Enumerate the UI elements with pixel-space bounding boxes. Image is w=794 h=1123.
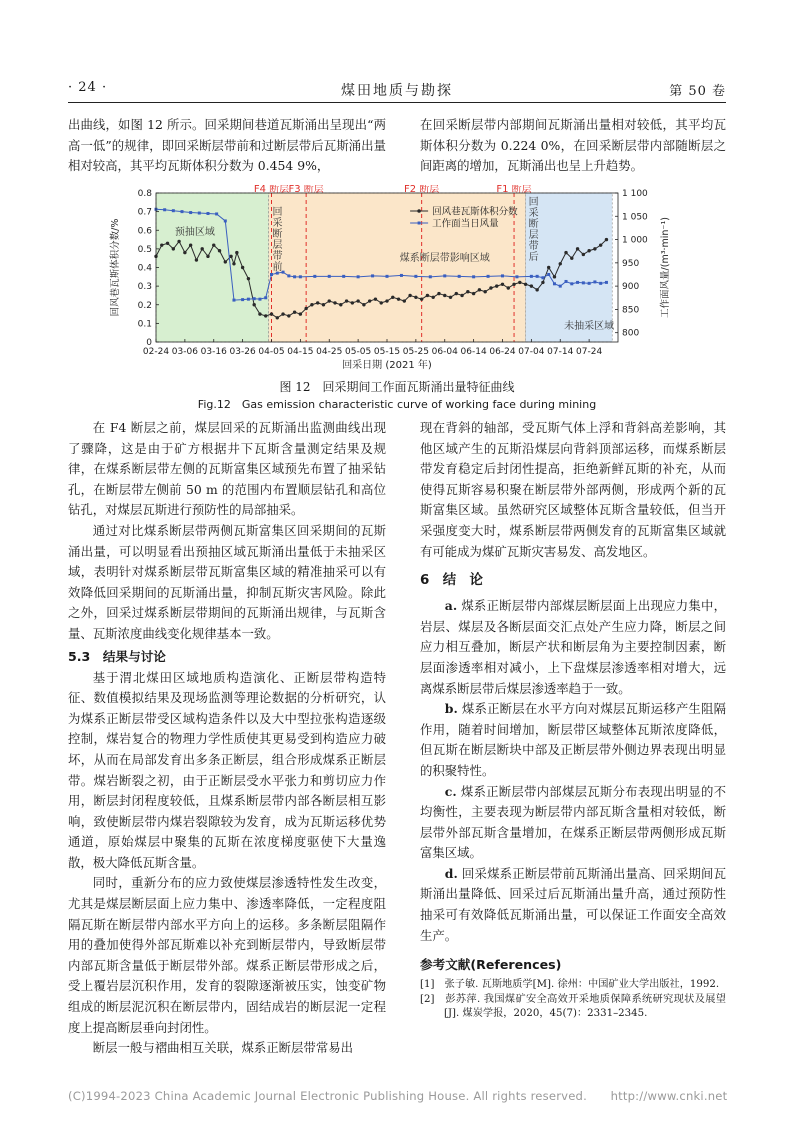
region-label-char: 回 (272, 207, 283, 218)
x-tick-label: 06-14 (460, 347, 487, 357)
data-point (264, 314, 267, 317)
data-point (472, 292, 475, 295)
region-label-char: 层 (272, 240, 283, 251)
x-axis-label: 回采日期 (2021 年) (342, 360, 432, 371)
data-point (553, 282, 556, 285)
fault-label: F4 断层 (253, 185, 290, 195)
data-point (536, 275, 539, 278)
top-right-column (420, 115, 726, 177)
y-tick-label: 0.4 (137, 263, 152, 274)
conclusion-mark: d. (444, 865, 458, 881)
conclusion-text: 煤系正断层带内部煤层断层面上出现应力集中，岩层、煤层及各断层面交汇点处产生应力降，断层之间应力相互叠加，断层产状和断层角为主要控制因素，断层面渗透率相对减小，上下盘煤层渗透率相对增大，远离煤系断层带后煤层渗透率趋于一致。 (420, 598, 726, 696)
y-axis-label: 回风巷瓦斯体积分数/% (110, 218, 121, 317)
fault-label: F3 断层 (288, 185, 324, 195)
data-point (512, 283, 515, 286)
data-point (276, 316, 279, 319)
data-point (599, 243, 602, 246)
data-point (189, 211, 192, 214)
data-point (414, 275, 417, 278)
data-point (385, 299, 388, 302)
y-tick-label: 0 (146, 338, 152, 348)
data-point (414, 296, 417, 299)
data-point (547, 266, 550, 269)
region-label: 煤系断层带影响区域 (399, 253, 490, 264)
conclusion-b (420, 699, 726, 781)
data-point (368, 299, 371, 302)
data-point (374, 297, 377, 300)
data-point (299, 312, 302, 315)
region-label-char: 前 (272, 262, 283, 273)
y-tick-label: 0.7 (137, 207, 152, 218)
data-point (247, 277, 250, 280)
conclusion-mark: c. (444, 783, 457, 799)
data-point (281, 312, 284, 315)
data-point (160, 243, 163, 246)
data-point (258, 312, 261, 315)
conclusion-mark: a. (444, 598, 458, 614)
data-point (460, 294, 463, 297)
data-point (362, 303, 365, 306)
data-point (380, 301, 383, 304)
conclusion-a (420, 596, 726, 699)
data-point (264, 296, 267, 299)
data-point (206, 212, 209, 215)
left-column (68, 418, 386, 1059)
data-point (333, 301, 336, 304)
y2-tick-label: 800 (622, 328, 640, 339)
data-point (371, 274, 374, 277)
data-point (432, 296, 435, 299)
x-tick-label: 05-15 (373, 347, 401, 357)
y-tick-label: 0.3 (137, 282, 152, 293)
data-point (241, 266, 244, 269)
data-point (593, 280, 596, 283)
data-point (270, 273, 273, 276)
y-tick-label: 0.1 (137, 319, 152, 330)
x-tick-label: 03-26 (229, 347, 256, 357)
data-point (391, 296, 394, 299)
data-point (547, 273, 550, 276)
data-point (587, 249, 590, 252)
data-point (483, 290, 486, 293)
data-point (487, 275, 490, 278)
data-point (570, 256, 573, 259)
data-point (342, 275, 345, 278)
data-point (328, 275, 331, 278)
data-point (212, 243, 215, 246)
x-tick-label: 07-24 (576, 347, 603, 357)
data-point (351, 301, 354, 304)
data-point (495, 284, 498, 287)
data-point (172, 247, 175, 250)
data-point (472, 275, 475, 278)
legend-entry: 回风巷瓦斯体积分数 (432, 206, 518, 218)
data-point (593, 247, 596, 250)
region-label-char: 断 (528, 219, 539, 230)
region-label: 未抽采区域 (564, 321, 615, 332)
data-point (449, 296, 452, 299)
data-point (345, 299, 348, 302)
data-point (198, 212, 201, 215)
data-point (420, 297, 423, 300)
y2-tick-label: 950 (622, 258, 640, 269)
data-point (328, 299, 331, 302)
data-point (605, 238, 608, 241)
x-tick-label: 07-14 (547, 347, 574, 357)
reference-item: [1] 张子敏. 瓦斯地质学[M]. 徐州：中国矿业大学出版社，1992. (420, 979, 720, 991)
y2-tick-label: 900 (622, 282, 640, 293)
region-label-char: 层 (528, 230, 539, 241)
data-point (559, 262, 562, 265)
page-number: · 24 · (68, 80, 108, 95)
data-point (599, 282, 602, 285)
data-point (605, 281, 608, 284)
x-tick-label: 04-25 (316, 347, 343, 357)
data-point (515, 275, 518, 278)
y-tick-label: 0.8 (137, 189, 152, 199)
data-point (582, 253, 585, 256)
x-tick-label: 07-04 (518, 347, 545, 357)
data-point (582, 281, 585, 284)
data-point (397, 297, 400, 300)
data-point (270, 312, 273, 315)
conclusion-d (420, 864, 726, 946)
data-point (293, 311, 296, 314)
data-point (241, 298, 244, 301)
data-point (224, 219, 227, 222)
x-tick-label: 03-16 (200, 347, 227, 357)
data-point (195, 258, 198, 261)
data-point (304, 307, 307, 310)
data-point (253, 297, 256, 300)
data-point (559, 285, 562, 288)
data-point (553, 275, 556, 278)
conclusion-mark: b. (444, 701, 458, 717)
data-point (224, 260, 227, 263)
data-point (426, 294, 429, 297)
paragraph: 出曲线，如图 12 所示。回采期间巷道瓦斯涌出呈现出“两高一低”的规律，即回采断层带前和过断层带后瓦斯涌出量相对较高，其平均瓦斯体积分数为 0.454 9%， (68, 117, 386, 174)
y2-tick-label: 1 000 (622, 235, 648, 246)
region-label-char: 带 (272, 251, 283, 262)
data-point (322, 303, 325, 306)
y2-tick-label: 1 050 (622, 212, 648, 223)
data-point (206, 255, 209, 258)
data-point (576, 247, 579, 250)
data-point (316, 301, 319, 304)
region-band (156, 193, 269, 342)
data-point (180, 210, 183, 213)
data-point (299, 275, 302, 278)
data-point (564, 251, 567, 254)
region-label-char: 采 (528, 208, 539, 219)
data-point (458, 275, 461, 278)
y-tick-label: 0.2 (137, 300, 152, 311)
paragraph: 通过对比煤系断层带两侧瓦斯富集区回采期间的瓦斯涌出量，可以明显看出预抽区域瓦斯涌出量低于未抽采区域，表明针对煤系断层带瓦斯富集区域的精准抽采可以有效降低回采期间的瓦斯涌出量，抑制瓦斯灾害风险。除此之外，回采过煤系断层带期间的瓦斯涌出规律，与瓦斯含量、瓦斯浓度曲线变化规律基本一致。 (68, 522, 386, 641)
paragraph: 断层一般与褶曲相互关联，煤系正断层带常易出 (92, 1040, 353, 1056)
data-point (408, 294, 411, 297)
x-tick-label: 03-06 (171, 347, 198, 357)
data-point (218, 249, 221, 252)
right-column (420, 418, 726, 1022)
data-point (215, 212, 218, 215)
data-point (437, 292, 440, 295)
region-label-char: 回 (528, 197, 539, 208)
data-point (565, 280, 568, 283)
paragraph: 基于渭北煤田区域地质构造演化、正断层带构造特征、数值模拟结果及现场监测等理论数据的分析研究，认为煤系正断层带受区域构造条件以及大中型拉张构造逐级控制，煤岩复合的物理力学性质使其更易受到构造应力破坏，从而在局部发育出多条正断层，组合形成煤系正断层带。煤岩断裂之初，由于正断层受水平张力和剪切应力作用，断层封闭程度较低，且煤系断层带内部各断层相互影响，致使断层带内煤岩裂隙较为发育，成为瓦斯运移优势通道，原始煤层中聚集的瓦斯在浓度梯度驱使下大量逸散，极大降低瓦斯含量。 (68, 669, 386, 870)
gas-emission-chart (100, 185, 710, 380)
conclusion-text: 煤系正断层带内部煤层瓦斯分布表现出明显的不均衡性，主要表现为断层带内部瓦斯含量相对较低，断层带外部瓦斯含量增加，在煤系正断层带两侧形成瓦斯富集区域。 (420, 783, 726, 861)
conclusion-text: 回采煤系正断层带前瓦斯涌出量高、回采期间瓦斯涌出量降低、回采过后瓦斯涌出量升高，通过预防性抽采可有效降低瓦斯涌出量，可以保证工作面安全高效生产。 (420, 865, 726, 943)
conclusion-c (420, 782, 726, 864)
copyright-footer: (C)1994-2023 China Academic Journal Electronic Publishing House. All rights reserved. http://www.cnki.net (68, 1089, 728, 1103)
data-point (501, 283, 504, 286)
data-point (258, 298, 261, 301)
legend-marker (417, 209, 421, 213)
fault-label: F2 断层 (404, 185, 440, 195)
data-point (232, 262, 235, 265)
data-point (172, 209, 175, 212)
y-tick-label: 0.6 (137, 226, 152, 237)
data-point (357, 275, 360, 278)
legend-entry: 工作面当日风量 (432, 218, 499, 230)
reference-item: [2] 彭苏萍. 我国煤矿安全高效开采地质保障系统研究现状及展望[J]. 煤炭学报，2020，45(7)：2331–2345. (420, 993, 726, 1020)
references-heading: 参考文献(References) (420, 957, 562, 973)
data-point (189, 243, 192, 246)
data-point (530, 284, 533, 287)
data-point (429, 275, 432, 278)
data-point (313, 275, 316, 278)
data-point (232, 299, 235, 302)
data-point (501, 274, 504, 277)
references-list (420, 978, 726, 1022)
section-heading: 5.3 结果与讨论 (68, 648, 166, 664)
data-point (247, 298, 250, 301)
data-point (443, 274, 446, 277)
data-point (339, 303, 342, 306)
volume-label: 第 50 卷 (669, 84, 726, 99)
x-tick-label: 06-04 (431, 347, 458, 357)
fault-label: F1 断层 (496, 185, 532, 195)
y2-tick-label: 850 (622, 305, 640, 316)
x-tick-label: 04-05 (258, 347, 285, 357)
figure-caption-en: Fig.12 Gas emission characteristic curve of working face during mining (197, 398, 597, 411)
data-point (356, 299, 359, 302)
data-point (489, 286, 492, 289)
paragraph: 同时，重新分布的应力致使煤层渗透特性发生改变，尤其是煤层断层面上应力集中、渗透率降低，一定程度阻隔瓦斯在断层带内部水平方向上的运移。多条断层阻隔作用的叠加使得外部瓦斯难以补充到断层带内，导致断层带内部瓦斯含量低于断层带外部。煤系正断层带形成之后，受上覆岩层沉积作用，发育的裂隙逐渐被压实，蚀变矿物组成的断层泥沉积在断层带内，固结成岩的断层泥一定程度上提高断层垂向封闭性。 (68, 875, 386, 1035)
legend-marker (418, 222, 421, 225)
y2-tick-label: 1 100 (622, 189, 648, 199)
data-point (588, 282, 591, 285)
x-tick-label: 02-24 (142, 347, 170, 357)
region-label-char: 带 (528, 241, 539, 252)
data-point (518, 281, 521, 284)
data-point (287, 274, 290, 277)
x-tick-label: 06-24 (489, 347, 516, 357)
x-tick-label: 05-05 (345, 347, 372, 357)
y-tick-label: 0.5 (137, 244, 152, 255)
region-label-char: 断 (272, 229, 283, 240)
data-point (229, 255, 232, 258)
section-heading: 6 结 论 (420, 573, 483, 589)
data-point (252, 303, 255, 306)
data-point (400, 274, 403, 277)
region-label-char: 采 (272, 218, 283, 229)
paragraph: 现在背斜的轴部，受瓦斯气体上浮和背斜高差影响，其他区域产生的瓦斯沿煤层向背斜顶部运移，而煤系断层带发育稳定后封闭性提高，拒绝新鲜瓦斯的补充，从而使得瓦斯容易积聚在断层带外部两侧，形成两个新的瓦斯富集区域。虽然研究区域整体瓦斯含量较低，但当开采强度变大时，煤系断层带两侧发育的瓦斯富集区域就有可能成为煤矿瓦斯灾害易发、高发地区。 (420, 420, 726, 559)
data-point (507, 286, 510, 289)
figure-caption-cn: 图 12 回采期间工作面瓦斯涌出量特征曲线 (279, 380, 515, 394)
header-rule (68, 102, 726, 103)
data-point (163, 208, 166, 211)
data-point (166, 242, 169, 245)
paragraph: 在回采断层带内部期间瓦斯涌出量相对较低，其平均瓦斯体积分数为 0.224 0%，在回采断层带内部随断层之间距离的增加，瓦斯涌出也呈上升趋势。 (420, 117, 726, 174)
data-point (177, 240, 180, 243)
data-point (403, 299, 406, 302)
data-point (478, 288, 481, 291)
data-point (183, 251, 186, 254)
journal-title: 煤田地质与勘探 (341, 83, 453, 99)
data-point (535, 288, 538, 291)
data-point (576, 281, 579, 284)
x-tick-label: 04-15 (287, 347, 314, 357)
data-point (310, 303, 313, 306)
region-label: 预抽区域 (174, 227, 215, 238)
paragraph: 在 F4 断层之前，煤层回采的瓦斯涌出监测曲线出现了骤降，这是由于矿方根据井下瓦斯含量测定结果及规律，在煤系断层带左侧的瓦斯富集区域预先布置了抽采钻孔，在断层带左侧前 50 m 的范围内布置顺层钻孔和高位钻孔，对煤层瓦斯进行预防性的局部抽采。 (68, 420, 386, 518)
region-label-char: 后 (528, 252, 539, 263)
data-point (541, 281, 544, 284)
data-point (466, 290, 469, 293)
data-point (541, 276, 544, 279)
data-point (386, 275, 389, 278)
data-point (570, 282, 573, 285)
data-point (201, 247, 204, 250)
data-point (293, 275, 296, 278)
data-point (524, 283, 527, 286)
data-point (235, 251, 238, 254)
top-left-column (68, 115, 386, 177)
data-point (443, 294, 446, 297)
y2-axis-label: 工作面风量/(m³·min⁻¹) (660, 217, 671, 318)
data-point (287, 314, 290, 317)
x-tick-label: 05-25 (402, 347, 429, 357)
data-point (455, 292, 458, 295)
conclusion-text: 煤系正断层在水平方向对煤层瓦斯运移产生阻隔作用，随着时间增加，断层带区域整体瓦斯浓度降低，但瓦斯在断层断块中部及正断层带外侧边界表现出明显的积聚特性。 (420, 701, 726, 778)
data-point (530, 275, 533, 278)
